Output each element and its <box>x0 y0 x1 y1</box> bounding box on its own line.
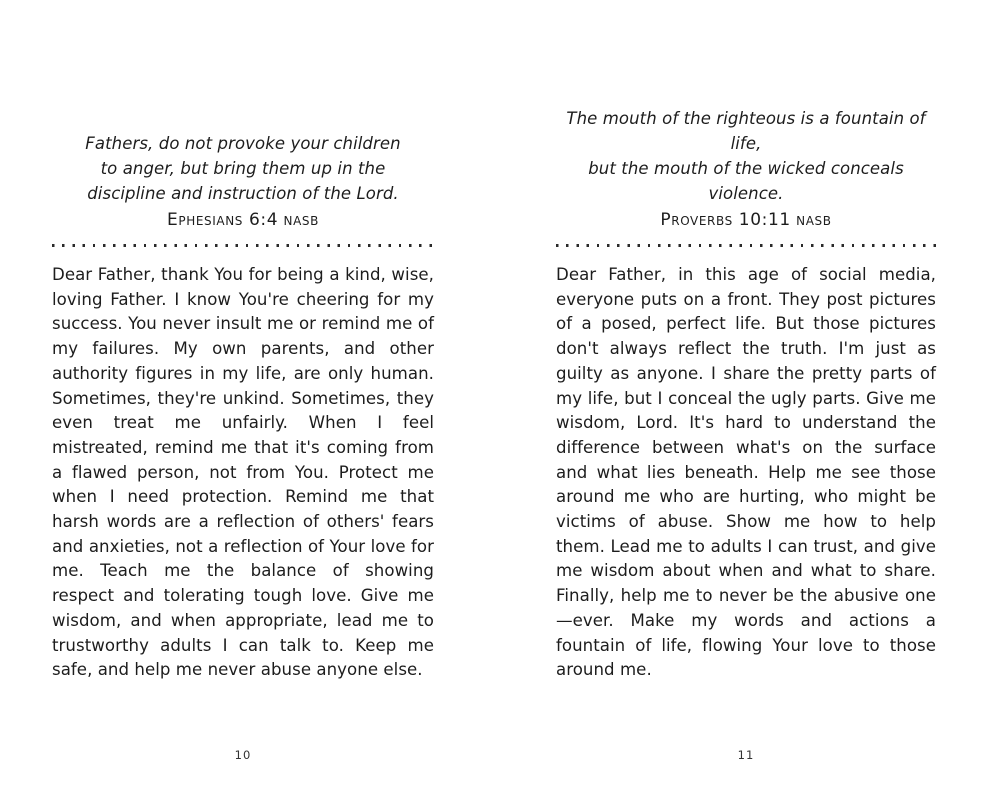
scripture-reference-text: Ephesians 6:4 <box>167 210 279 230</box>
prayer-text: Dear Father, thank You for being a kind, wise, loving Father. I know You're cheering for my success. You never insult me or remind me of my failures. My own parents, and other authority figures in my life, are only human. Sometimes, they're unkind. Sometimes, they even treat me unfairly. When I feel mistreated, remind me that it's coming from a flawed person, not from You. Protect me when I need protection. Remind me that harsh words are a reflection of others' fears and anxieties, not a reflection of Your love for me. Teach me the balance of showing respect and tolerating tough love. Give me wisdom, and when appropriate, lead me to trustworthy adults I can talk to. Keep me safe, and help me never abuse anyone else. <box>52 265 434 680</box>
scripture-quote-line: but the mouth of the wicked conceals violence. <box>588 159 904 203</box>
dotted-divider <box>556 244 936 247</box>
scripture-version: NASB <box>283 214 319 228</box>
scripture-reference <box>556 207 936 234</box>
right-page <box>556 0 936 800</box>
scripture-quote <box>556 0 936 234</box>
scripture-version: NASB <box>796 214 832 228</box>
page-number: 10 <box>234 748 252 762</box>
scripture-quote-line: discipline and instruction of the Lord. <box>87 184 399 203</box>
dotted-divider <box>52 244 434 247</box>
prayer-text: Dear Father, in this age of social media, everyone puts on a front. They post pictures of a posed, perfect life. But those pictures don't always reflect the truth. I'm just as guilty as anyone. I share the pretty parts of my life, but I conceal the ugly parts. Give me wisdom, Lord. It's hard to understand the difference between what's on the surface and what lies beneath. Help me see those around me who are hurting, who might be victims of abuse. Show me how to help them. Lead me to adults I can trust, and give me wisdom about when and what to share. Finally, help me to never be the abusive one—ever. Make my words and actions a fountain of life, flowing Your love to those around me. <box>556 265 936 680</box>
scripture-reference <box>52 207 434 234</box>
scripture-quote-line: The mouth of the righteous is a fountain of life, <box>566 109 926 153</box>
scripture-quote-line: Fathers, do not provoke your children <box>85 134 401 153</box>
scripture-reference-text: Proverbs 10:11 <box>660 210 791 230</box>
left-page <box>52 0 434 800</box>
scripture-quote <box>52 0 434 234</box>
page-number: 11 <box>737 748 755 762</box>
scripture-quote-line: to anger, but bring them up in the <box>100 159 386 178</box>
